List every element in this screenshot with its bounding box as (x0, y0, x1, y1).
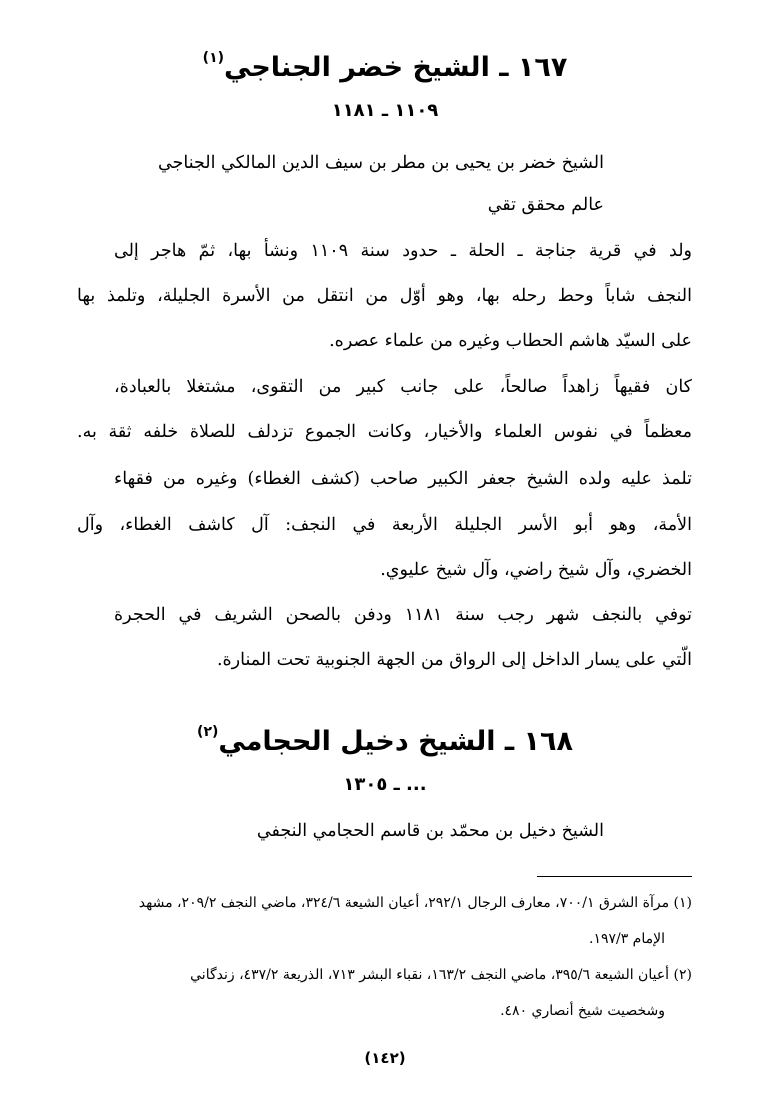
paragraph-line: الخضري، وآل شيخ راضي، وآل شيخ عليوي. (380, 560, 692, 580)
entry-name-line: الشيخ خضر بن يحيى بن مطر بن سيف الدين المالكي الجناجي (157, 153, 604, 173)
paragraph-line: ولد في قرية جناجة ـ الحلة ـ حدود سنة ١١٠٩ ونشأ بها، ثمّ هاجر إلى (114, 241, 692, 261)
entry-dates: ... ـ ١٣٠٥ (343, 774, 427, 795)
paragraph-line: النجف شاباً وحط رحله بها، وهو أوّل من انتقل من الأسرة الجليلة، وتلمذ بها (77, 286, 692, 306)
paragraph-line: على السيّد هاشم الحطاب وغيره من علماء عصره. (329, 331, 692, 351)
paragraph-line: الّتي على يسار الداخل إلى الرواق من الجهة الجنوبية تحت المنارة. (216, 650, 692, 670)
footnote-line: الإمام ١٩٧/٣. (588, 931, 665, 947)
paragraph-line: كان فقيهاً زاهداً صالحاً، على جانب كبير من التقوى، مشتغلا بالعبادة، (114, 377, 692, 397)
entry-subtitle: عالم محقق تقي (487, 195, 604, 215)
footnote-line: وشخصيت شيخ أنصاري ٤٨٠. (500, 1003, 665, 1019)
footnote-separator (537, 876, 692, 877)
footnote-marker: (١) (202, 50, 225, 66)
footnote-line: (٢) أعيان الشيعة ٣٩٥/٦، ماضي النجف ١٦٣/٢، نقباء البشر ٧١٣، الذريعة ٤٣٧/٢، زندگاني (190, 967, 692, 983)
paragraph-line: معظماً في نفوس العلماء والأخيار، وكانت الجموع تزدلف للصلاة خلفه ثقة به. (77, 422, 692, 442)
entry-heading-text: ١٦٨ ـ الشيخ دخيل الحجامي (218, 726, 573, 757)
entry-dates: ١١٠٩ ـ ١١٨١ (331, 100, 439, 121)
entry-heading-text: ١٦٧ ـ الشيخ خضر الجناجي (224, 52, 568, 83)
entry-heading (0, 712, 770, 762)
paragraph-line: تلمذ عليه ولده الشيخ جعفر الكبير صاحب (كشف الغطاء) وغيره من فقهاء (114, 469, 692, 489)
entry-name-line: الشيخ دخيل بن محمّد بن قاسم الحجامي النجفي (256, 821, 604, 841)
paragraph-line: توفي بالنجف شهر رجب سنة ١١٨١ ودفن بالصحن الشريف في الحجرة (114, 605, 692, 625)
footnote-marker: (٢) (197, 724, 219, 740)
page-number: (١٤٢) (364, 1049, 406, 1067)
footnote-line: (١) مرآة الشرق ٧٠٠/١، معارف الرجال ٢٩٢/١، أعيان الشيعة ٣٢٤/٦، ماضي النجف ٢٠٩/٢، مشهد (138, 895, 692, 911)
entry-heading (0, 38, 770, 88)
paragraph-line: الأمة، وهو أبو الأسر الجليلة الأربعة في النجف: آل كاشف الغطاء، وآل (77, 515, 692, 535)
